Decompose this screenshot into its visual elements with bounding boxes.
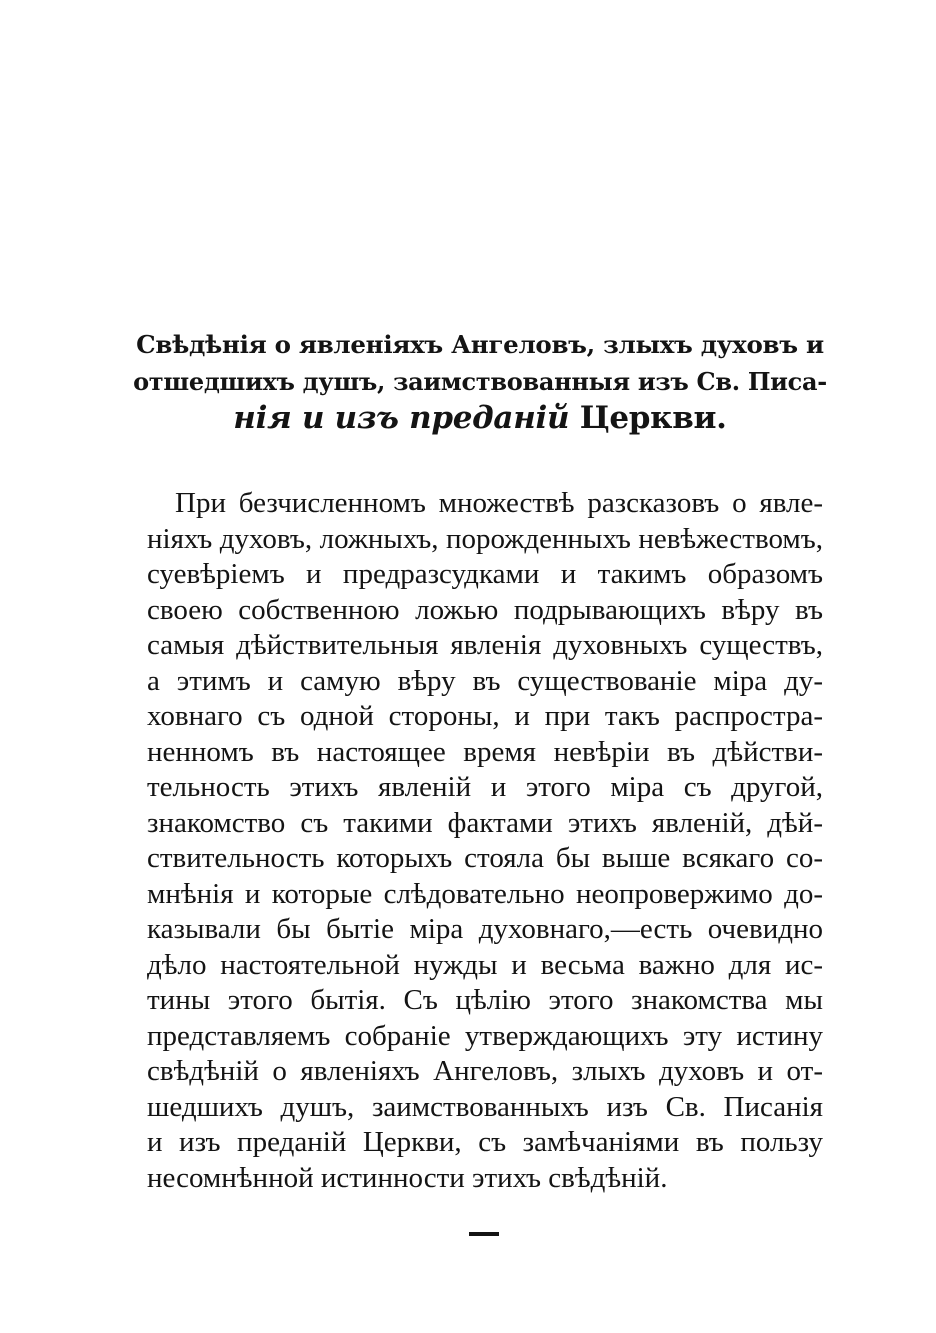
text-line: При безчисленномъ множествѣ разсказовъ о явле- (175, 487, 823, 519)
text-line: суевѣріемъ и предразсудками и такимъ образомъ (147, 558, 823, 590)
text-line: ненномъ въ настоящее время невѣріи въ дѣйстви- (147, 735, 823, 768)
text-line: а этимъ и самую вѣру въ существованіе міра ду- (147, 664, 823, 697)
text-line: и изъ преданій Церкви, съ замѣчаніями въ пользу (147, 1126, 823, 1158)
text-line: ховнаго съ одной стороны, и при такъ распростра- (147, 700, 823, 732)
text-line: мнѣнія и которые слѣдовательно неопровержимо до- (147, 877, 823, 910)
heading-line-3 (130, 400, 830, 437)
text-line: ніяхъ духовъ, ложныхъ, порожденныхъ невѣжествомъ, (147, 522, 823, 555)
text-line: самыя дѣйствительныя явленія духовныхъ существъ, (147, 629, 823, 661)
text-line: представляемъ собраніе утверждающихъ эту истину (147, 1019, 823, 1052)
heading-line-1: Свѣдѣнія о явленіяхъ Ангеловъ, злыхъ духовъ и (136, 330, 824, 359)
section-heading (130, 326, 830, 437)
body-paragraph (147, 486, 823, 1196)
heading-line-2: отшедшихъ душъ, заимствованныя изъ Св. Писа- (133, 367, 827, 396)
text-line: своею собственною ложью подрывающихъ вѣру въ (147, 593, 823, 626)
text-line: знакомство съ такими фактами этихъ явленій, дѣй- (147, 806, 823, 839)
text-line: несомнѣнной истинности этихъ свѣдѣній. (147, 1161, 668, 1194)
text-line: ствительность которыхъ стояла бы выше всякаго со- (147, 842, 823, 874)
text-line: казывали бы бытіе міра духовнаго,—есть очевидно (147, 913, 823, 945)
text-line: дѣло настоятельной нужды и весьма важно для ис- (147, 948, 823, 981)
heading-line-3-italic: нія и изъ преданій (233, 400, 570, 436)
text-line: свѣдѣній о явленіяхъ Ангеловъ, злыхъ духовъ и от- (147, 1055, 823, 1087)
heading-line-3-rest: Церкви. (569, 400, 727, 436)
section-end-rule (469, 1232, 499, 1236)
text-line: тельность этихъ явленій и этого міра съ другой, (147, 771, 823, 803)
text-line: тины этого бытія. Съ цѣлію этого знакомства мы (147, 984, 823, 1016)
text-line: шедшихъ душъ, заимствованныхъ изъ Св. Писанія (147, 1090, 823, 1123)
